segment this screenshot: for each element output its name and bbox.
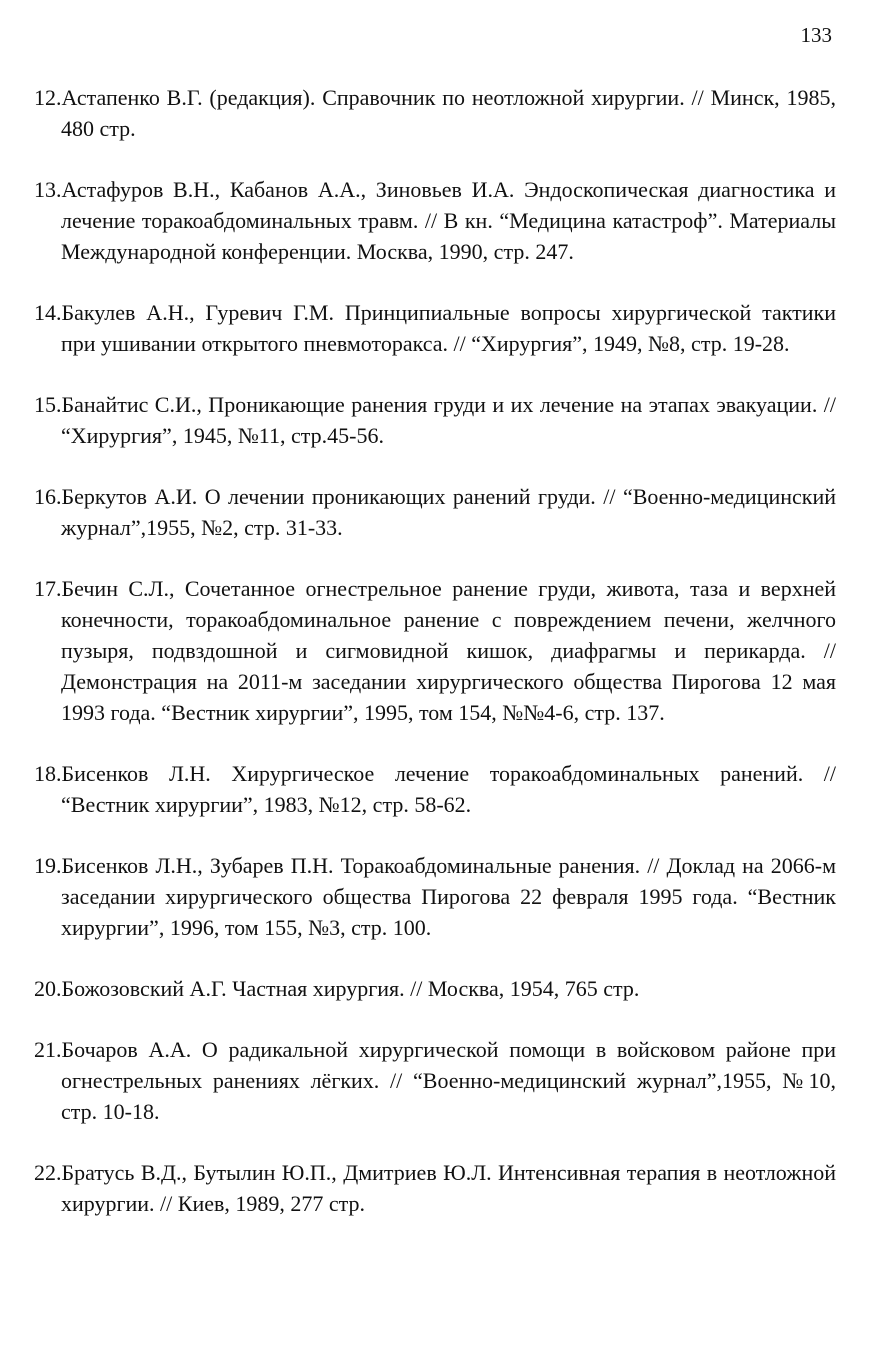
reference-list	[34, 82, 836, 1249]
reference-item: 17.Бечин С.Л., Сочетанное огнестрельное ранение груди, живота, таза и верхней конечности, торакоабдоминальное ранение с повреждением печени, желчного пузыря, подвздошной и сигмовидной кишок, диафрагмы и перикарда. // Демонстрация на 2011-м заседании хирургического общества Пирогова 12 мая 1993 года. “Вестник хирургии”, 1995, том 154, №№4-6, стр. 137.	[34, 576, 836, 725]
reference-item: 13.Астафуров В.Н., Кабанов А.А., Зиновьев И.А. Эндоскопическая диагностика и лечение торакоабдоминальных травм. // В кн. “Медицина катастроф”. Материалы Международной конференции. Москва, 1990, стр. 247.	[34, 177, 836, 264]
reference-item: 20.Божозовский А.Г. Частная хирургия. // Москва, 1954, 765 стр.	[34, 976, 640, 1001]
reference-item: 19.Бисенков Л.Н., Зубарев П.Н. Торакоабдоминальные ранения. // Доклад на 2066-м заседании хирургического общества Пирогова 22 февраля 1995 года. “Вестник хирургии”, 1996, том 155, №3, стр. 100.	[34, 853, 836, 940]
reference-item: 12.Астапенко В.Г. (редакция). Справочник по неотложной хирургии. // Минск, 1985, 480 стр.	[34, 85, 836, 141]
reference-item: 21.Бочаров А.А. О радикальной хирургической помощи в войсковом районе при огнестрельных ранениях лёгких. // “Военно-медицинский журнал”,1955, №10, стр. 10-18.	[34, 1037, 836, 1124]
reference-item: 16.Беркутов А.И. О лечении проникающих ранений груди. // “Военно-медицинский журнал”,1955, №2, стр. 31-33.	[34, 484, 836, 540]
reference-item: 15.Банайтис С.И., Проникающие ранения груди и их лечение на этапах эвакуации. // “Хирургия”, 1945, №11, стр.45-56.	[34, 392, 836, 448]
reference-item: 18.Бисенков Л.Н. Хирургическое лечение торакоабдоминальных ранений. // “Вестник хирургии”, 1983, №12, стр. 58-62.	[34, 761, 836, 817]
reference-item: 22.Братусь В.Д., Бутылин Ю.П., Дмитриев Ю.Л. Интенсивная терапия в неотложной хирургии. // Киев, 1989, 277 стр.	[34, 1160, 836, 1216]
reference-item: 14.Бакулев А.Н., Гуревич Г.М. Принципиальные вопросы хирургической тактики при ушивании открытого пневмоторакса. // “Хирургия”, 1949, №8, стр. 19-28.	[34, 300, 836, 356]
page-number: 133	[800, 23, 832, 47]
